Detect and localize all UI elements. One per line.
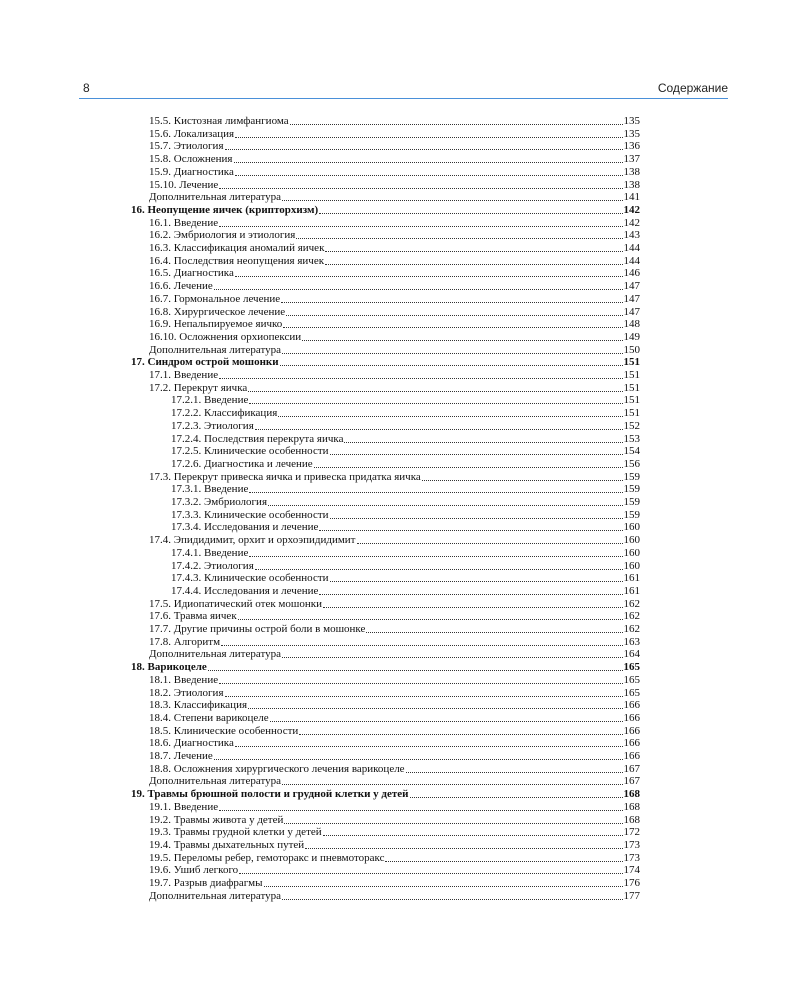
toc-entry-title: 16.1. Введение [149, 216, 219, 229]
toc-leader-dots [248, 708, 622, 709]
toc-entry [149, 255, 640, 268]
toc-entry-title: 17.2. Перекрут яичка [149, 381, 248, 394]
toc-leader-dots [235, 175, 623, 176]
toc-entry-title: 16.7. Гормональное лечение [149, 292, 281, 305]
page-number: 8 [83, 81, 90, 95]
toc-entry-title: 19.6. Ушиб легкого [149, 864, 239, 877]
toc-entry-page: 149 [623, 330, 640, 343]
toc-entry-title: 16.8. Хирургическое лечение [149, 305, 286, 318]
toc-leader-dots [249, 403, 622, 404]
toc-leader-dots [282, 657, 623, 658]
toc-entry [149, 217, 640, 230]
page-header [79, 78, 728, 98]
toc-entry [149, 648, 640, 661]
toc-entry-page: 144 [623, 242, 640, 254]
toc-entry-title: 17.3. Перекрут привеска яичка и привеска придатка яичка [149, 470, 421, 483]
toc-chapter-entry [131, 356, 640, 369]
toc-leader-dots [280, 365, 623, 366]
toc-entry [149, 864, 640, 877]
toc-entry [171, 521, 640, 534]
toc-entry-page: 154 [623, 445, 640, 458]
toc-entry-title: 18.7. Лечение [149, 750, 213, 762]
toc-entry [149, 877, 640, 890]
toc-entry-title: 18.4. Степени варикоцеле [149, 711, 269, 724]
toc-entry-page: 159 [623, 470, 640, 483]
toc-entry [149, 280, 640, 293]
toc-entry-page: 151 [623, 381, 640, 394]
toc-entry-page: 152 [623, 419, 640, 432]
toc-leader-dots [268, 505, 622, 506]
toc-entry-page: 148 [623, 318, 640, 331]
toc-leader-dots [330, 581, 623, 582]
toc-leader-dots [249, 556, 622, 557]
toc-leader-dots [219, 226, 622, 227]
toc-leader-dots [282, 784, 623, 785]
toc-entry-title: 18.3. Классификация [149, 699, 248, 712]
toc-leader-dots [264, 886, 623, 887]
toc-entry-title: 18.2. Этиология [149, 686, 224, 699]
toc-entry-title: 17.4.4. Исследования и лечение [171, 584, 319, 597]
toc-entry [149, 471, 640, 484]
toc-entry-title: 18. Варикоцеле [131, 661, 207, 674]
toc-leader-dots [284, 823, 622, 824]
toc-leader-dots [319, 594, 622, 595]
header-divider [79, 98, 728, 99]
toc-entry [149, 344, 640, 357]
toc-entry-title: 19. Травмы брюшной полости и грудной клетки у детей [131, 788, 409, 801]
toc-chapter-entry [131, 204, 640, 217]
toc-entry-title: 17.3.4. Исследования и лечение [171, 521, 319, 534]
toc-entry-page: 166 [623, 711, 640, 724]
toc-entry-page: 160 [623, 559, 640, 572]
toc-entry-title: 17.3.2. Эмбриология [171, 496, 268, 508]
toc-leader-dots [410, 797, 623, 798]
toc-entry [149, 636, 640, 649]
toc-leader-dots [249, 492, 622, 493]
toc-entry [149, 179, 640, 192]
toc-leader-dots [330, 518, 623, 519]
toc-chapter-entry [131, 788, 640, 801]
toc-entry-title: 19.5. Переломы ребер, гемоторакс и пневмоторакс [149, 851, 385, 864]
toc-entry-title: 17.4. Эпидидимит, орхит и орхоэпидидимит [149, 534, 356, 547]
toc-entry-page: 144 [623, 254, 640, 267]
toc-entry [171, 572, 640, 585]
toc-entry-title: Дополнительная литература [149, 648, 281, 661]
toc-leader-dots [344, 442, 622, 443]
toc-entry-page: 135 [623, 115, 640, 127]
toc-entry [149, 140, 640, 153]
toc-entry [149, 801, 640, 814]
toc-leader-dots [221, 645, 622, 646]
toc-leader-dots [235, 137, 622, 138]
toc-leader-dots [270, 721, 623, 722]
toc-leader-dots [255, 569, 623, 570]
toc-leader-dots [281, 302, 622, 303]
toc-entry-page: 142 [623, 203, 640, 216]
toc-entry-page: 160 [623, 546, 640, 559]
toc-leader-dots [299, 734, 622, 735]
toc-leader-dots [282, 353, 623, 354]
toc-entry [171, 509, 640, 522]
toc-leader-dots [234, 162, 623, 163]
toc-leader-dots [219, 378, 622, 379]
toc-entry [149, 699, 640, 712]
toc-entry-page: 161 [623, 572, 640, 585]
toc-entry-title: 15.9. Диагностика [149, 165, 234, 178]
toc-leader-dots [208, 670, 623, 671]
toc-leader-dots [219, 683, 622, 684]
toc-entry-page: 177 [623, 889, 640, 902]
toc-entry-page: 173 [623, 851, 640, 864]
toc-entry-page: 159 [623, 496, 640, 508]
toc-entry-page: 167 [623, 762, 640, 775]
section-title: Содержание [657, 81, 728, 95]
toc-entry-title: Дополнительная литература [149, 889, 281, 902]
toc-leader-dots [248, 391, 622, 392]
toc-entry-title: 17.1. Введение [149, 369, 219, 381]
toc-entry [149, 610, 640, 623]
toc-entry [171, 420, 640, 433]
toc-leader-dots [325, 264, 622, 265]
toc-entry [149, 674, 640, 687]
toc-entry-title: 16.10. Осложнения орхиопексии [149, 330, 302, 343]
toc-entry-title: 16. Неопущение яичек (крипторхизм) [131, 203, 319, 216]
toc-entry [149, 763, 640, 776]
toc-entry [149, 712, 640, 725]
toc-entry-title: 16.2. Эмбриология и этиология [149, 229, 296, 242]
toc-leader-dots [366, 632, 622, 633]
toc-entry-page: 165 [623, 661, 640, 674]
toc-entry-page: 162 [623, 597, 640, 610]
toc-entry [149, 128, 640, 141]
toc-entry-title: 17.3.3. Клинические особенности [171, 508, 329, 521]
toc-entry [149, 191, 640, 204]
toc-leader-dots [305, 848, 622, 849]
toc-entry [149, 775, 640, 788]
toc-leader-dots [319, 213, 622, 214]
toc-leader-dots [225, 696, 623, 697]
toc-entry [149, 242, 640, 255]
toc-entry-title: Дополнительная литература [149, 775, 281, 788]
toc-entry-page: 172 [623, 826, 640, 839]
toc-leader-dots [255, 429, 623, 430]
toc-entry-title: 17.2.2. Классификация [171, 407, 278, 420]
toc-entry-title: 17.2.3. Этиология [171, 419, 254, 432]
toc-entry [149, 331, 640, 344]
toc-leader-dots [283, 327, 622, 328]
toc-entry-title: 19.4. Травмы дыхательных путей [149, 838, 305, 851]
toc-entry-title: 17.7. Другие причины острой боли в мошонке [149, 623, 366, 635]
toc-entry-title: 17.4.3. Клинические особенности [171, 572, 329, 585]
toc-entry-page: 168 [623, 788, 640, 801]
toc-leader-dots [302, 340, 622, 341]
toc-entry [149, 318, 640, 331]
toc-leader-dots [214, 759, 623, 760]
toc-entry-title: 16.5. Диагностика [149, 267, 234, 280]
toc-entry-page: 153 [623, 432, 640, 445]
toc-entry [149, 839, 640, 852]
toc-entry [171, 483, 640, 496]
toc-entry-title: 18.5. Клинические особенности [149, 724, 299, 737]
toc-leader-dots [235, 276, 623, 277]
toc-leader-dots [314, 467, 623, 468]
toc-entry-page: 135 [623, 127, 640, 140]
toc-entry-title: 15.8. Осложнения [149, 153, 233, 166]
toc-entry-title: 15.7. Этиология [149, 140, 224, 153]
toc-leader-dots [323, 607, 623, 608]
toc-leader-dots [239, 873, 622, 874]
toc-entry-page: 165 [623, 686, 640, 699]
toc-entry [149, 826, 640, 839]
toc-entry-page: 137 [623, 153, 640, 166]
toc-entry [149, 166, 640, 179]
toc-entry [149, 623, 640, 636]
toc-entry [149, 382, 640, 395]
toc-entry-page: 165 [623, 673, 640, 686]
toc-entry [171, 407, 640, 420]
toc-leader-dots [225, 149, 623, 150]
toc-leader-dots [214, 289, 623, 290]
toc-leader-dots [282, 200, 623, 201]
toc-entry-title: 19.2. Травмы живота у детей [149, 813, 284, 826]
toc-entry-page: 159 [623, 483, 640, 496]
toc-leader-dots [296, 238, 622, 239]
toc-entry-title: 16.6. Лечение [149, 280, 213, 293]
toc-entry [149, 890, 640, 903]
toc-entry [149, 598, 640, 611]
toc-entry [171, 458, 640, 471]
toc-entry-page: 163 [623, 635, 640, 648]
toc-entry-page: 174 [623, 864, 640, 877]
toc-entry-page: 151 [623, 394, 640, 407]
toc-entry-title: 17.2.6. Диагностика и лечение [171, 457, 313, 470]
toc-entry [149, 267, 640, 280]
toc-entry [149, 153, 640, 166]
toc-entry-page: 167 [623, 775, 640, 788]
toc-entry-title: 17.4.1. Введение [171, 546, 249, 559]
toc-entry [171, 394, 640, 407]
toc-entry [149, 534, 640, 547]
toc-entry-page: 166 [623, 724, 640, 737]
toc-entry-title: 16.3. Классификация аномалий яичек [149, 242, 325, 254]
toc-entry-page: 161 [623, 584, 640, 597]
toc-entry-page: 166 [623, 699, 640, 712]
toc-entry-page: 176 [623, 877, 640, 889]
toc-entry-page: 166 [623, 750, 640, 762]
toc-leader-dots [235, 746, 623, 747]
toc-entry-page: 147 [623, 280, 640, 293]
toc-entry-page: 142 [623, 216, 640, 229]
toc-leader-dots [286, 315, 622, 316]
toc-leader-dots [323, 835, 623, 836]
toc-entry [171, 547, 640, 560]
toc-entry [171, 433, 640, 446]
toc-entry-page: 151 [623, 369, 640, 381]
toc-leader-dots [282, 899, 623, 900]
toc-leader-dots [406, 772, 623, 773]
toc-leader-dots [290, 124, 623, 125]
toc-entry-page: 151 [623, 356, 640, 369]
toc-leader-dots [385, 861, 622, 862]
toc-entry-title: 18.8. Осложнения хирургического лечения варикоцеле [149, 762, 405, 775]
toc-entry-title: 15.10. Лечение [149, 178, 219, 191]
toc-leader-dots [357, 543, 623, 544]
toc-entry-page: 160 [623, 521, 640, 534]
toc-leader-dots [219, 810, 622, 811]
toc-entry [149, 229, 640, 242]
toc-entry-page: 156 [623, 457, 640, 470]
toc-entry-title: 17.3.1. Введение [171, 483, 249, 496]
toc-entry-page: 147 [623, 292, 640, 305]
toc-entry-page: 168 [623, 800, 640, 813]
toc-entry-title: 17.5. Идиопатический отек мошонки [149, 597, 322, 610]
toc-entry-title: 15.5. Кистозная лимфангиома [149, 115, 289, 127]
toc-entry-page: 159 [623, 508, 640, 521]
toc-entry-title: 18.1. Введение [149, 673, 219, 686]
toc-entry [149, 852, 640, 865]
toc-entry-page: 141 [623, 191, 640, 204]
toc-entry-page: 173 [623, 838, 640, 851]
toc-entry-title: Дополнительная литература [149, 343, 281, 356]
toc-leader-dots [325, 251, 622, 252]
toc-entry-title: 16.9. Непальпируемое яичко [149, 318, 283, 331]
toc-entry [149, 115, 640, 128]
toc-entry-title: 19.1. Введение [149, 800, 219, 813]
toc-entry-page: 147 [623, 305, 640, 318]
toc-entry-title: 17.6. Травма яичек [149, 610, 237, 623]
toc-entry-page: 160 [623, 534, 640, 547]
toc-entry-page: 146 [623, 267, 640, 280]
toc-entry [171, 496, 640, 509]
toc-leader-dots [238, 619, 623, 620]
toc-entry-title: 17. Синдром острой мошонки [131, 356, 279, 369]
toc-entry-title: 17.2.4. Последствия перекрута яичка [171, 432, 344, 445]
toc-entry-title: 17.2.1. Введение [171, 394, 249, 407]
toc-leader-dots [330, 454, 623, 455]
toc-leader-dots [319, 530, 622, 531]
toc-entry [171, 560, 640, 573]
toc-entry-page: 162 [623, 623, 640, 635]
toc-entry-page: 162 [623, 610, 640, 623]
toc-entry-title: 17.4.2. Этиология [171, 559, 254, 572]
toc-entry-page: 166 [623, 737, 640, 750]
toc-entry-title: 19.7. Разрыв диафрагмы [149, 877, 263, 889]
toc-leader-dots [422, 480, 623, 481]
toc-entry-page: 168 [623, 813, 640, 826]
toc-entry-title: 17.8. Алгоритм [149, 635, 221, 648]
toc-entry-title: 15.6. Локализация [149, 127, 235, 140]
toc-entry [149, 687, 640, 700]
toc-entry-page: 138 [623, 165, 640, 178]
toc-entry [171, 445, 640, 458]
toc-entry-title: 16.4. Последствия неопущения яичек [149, 254, 325, 267]
toc-entry-title: 18.6. Диагностика [149, 737, 234, 750]
toc-entry-page: 151 [623, 407, 640, 420]
toc-entry [149, 369, 640, 382]
toc-entry-title: 17.2.5. Клинические особенности [171, 445, 329, 458]
toc-entry-title: Дополнительная литература [149, 191, 281, 204]
toc-entry-page: 150 [623, 343, 640, 356]
toc-entry [149, 306, 640, 319]
toc-entry [149, 725, 640, 738]
toc-entry-page: 138 [623, 178, 640, 191]
toc-leader-dots [278, 416, 622, 417]
toc-entry-page: 164 [623, 648, 640, 661]
toc-chapter-entry [131, 661, 640, 674]
toc-entry [149, 737, 640, 750]
toc-entry [171, 585, 640, 598]
toc-entry-title: 19.3. Травмы грудной клетки у детей [149, 826, 322, 839]
toc-entry [149, 750, 640, 763]
toc-entry-page: 136 [623, 140, 640, 153]
toc-entry-page: 143 [623, 229, 640, 242]
toc-entry [149, 814, 640, 827]
toc-leader-dots [219, 188, 622, 189]
toc-entry [149, 293, 640, 306]
